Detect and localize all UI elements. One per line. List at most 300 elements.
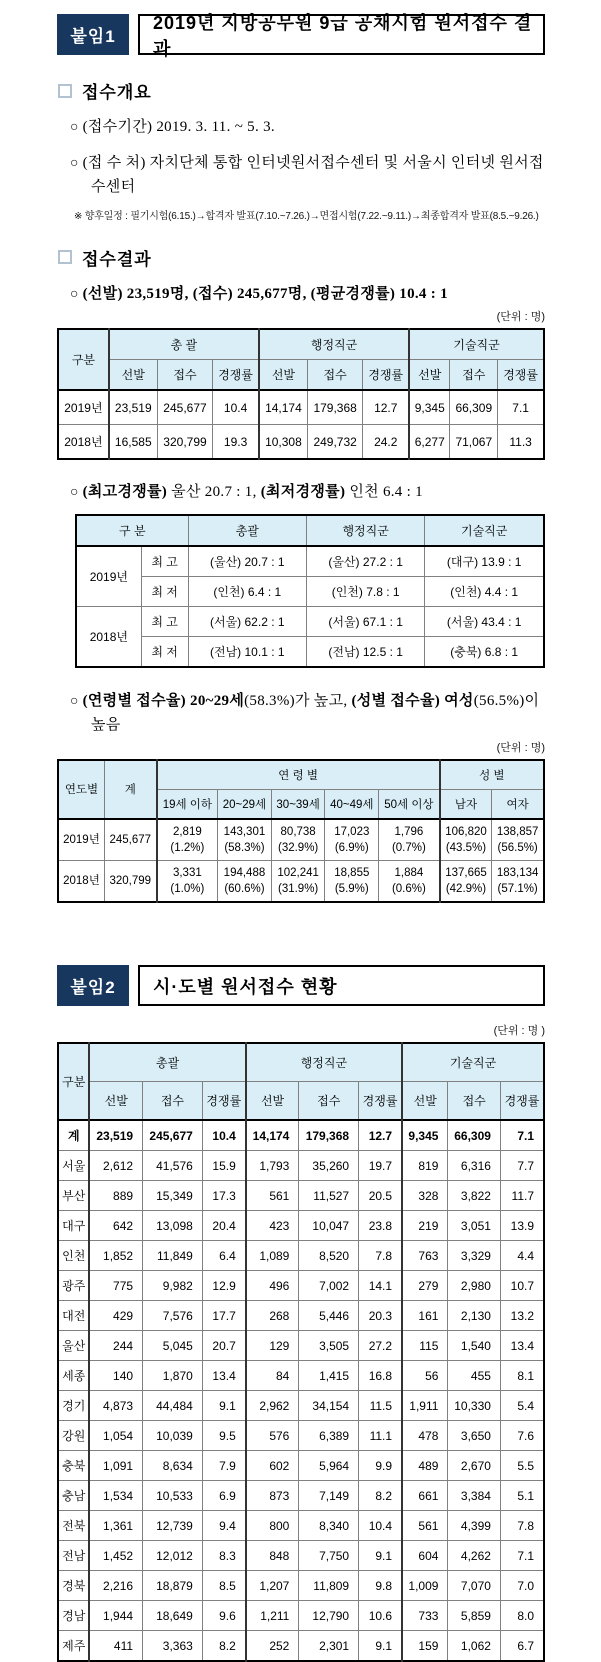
- table-cell: 34,154: [299, 1391, 359, 1421]
- table-cell: 6,316: [448, 1151, 501, 1181]
- table-cell: 울산: [58, 1331, 89, 1361]
- table-header-cell: 총 괄: [109, 329, 259, 360]
- table-header-cell: 기술직군: [425, 515, 544, 546]
- table-header-cell: 기술직군: [402, 1043, 544, 1082]
- table-cell: 3,650: [448, 1421, 501, 1451]
- cell-line: 3,331: [172, 866, 202, 879]
- circle-bullet-icon: ○: [70, 485, 83, 500]
- table-cell: 9.8: [359, 1571, 402, 1601]
- table-cell: 9.1: [359, 1631, 402, 1662]
- table-header-row: [58, 1082, 544, 1121]
- table-header-cell: 총괄: [89, 1043, 245, 1082]
- square-bullet-icon: [58, 84, 72, 98]
- overview-heading: [58, 78, 545, 103]
- text-segment: (최고경쟁률): [82, 484, 168, 500]
- cell-line: 2,819: [172, 825, 202, 838]
- max-min-rate-table: [75, 514, 545, 668]
- table-cell: 320,799: [104, 860, 156, 902]
- table-cell: 18,879: [143, 1571, 203, 1601]
- table-cell: 8.0: [500, 1601, 544, 1631]
- overview-bullet-period: [70, 116, 545, 139]
- table-row: [58, 1331, 544, 1361]
- table-cell: 2,216: [89, 1571, 142, 1601]
- table-cell: [492, 860, 544, 902]
- table-cell: 최 저: [141, 637, 188, 668]
- cell-line: (32.9%): [277, 841, 319, 854]
- table-cell: 4,262: [448, 1541, 501, 1571]
- table-cell: 1,534: [89, 1481, 142, 1511]
- table-cell: 12.7: [363, 390, 409, 425]
- table-cell: 159: [402, 1631, 448, 1662]
- table-cell: 4,399: [448, 1511, 501, 1541]
- table-cell: 14.1: [359, 1271, 402, 1301]
- table-cell: (전남) 12.5 : 1: [306, 637, 424, 668]
- table-cell: [440, 819, 492, 861]
- table-cell: 604: [402, 1541, 448, 1571]
- table-cell: 10.6: [359, 1601, 402, 1631]
- table-row: [58, 1571, 544, 1601]
- table-cell: 2018년: [58, 425, 109, 460]
- table-cell: 강원: [58, 1421, 89, 1451]
- table-cell: [157, 860, 218, 902]
- table-row: [76, 607, 544, 637]
- table-cell: 561: [246, 1181, 299, 1211]
- table-cell: 1,091: [89, 1451, 142, 1481]
- table-cell: 249,732: [307, 425, 363, 460]
- table-cell: 9.4: [202, 1511, 245, 1541]
- table-header-cell: 30~39세: [271, 789, 325, 819]
- table-cell: 11.5: [359, 1391, 402, 1421]
- table-cell: 5.4: [500, 1391, 544, 1421]
- table-cell: (인천) 6.4 : 1: [188, 577, 306, 607]
- cell-line: (1.0%): [170, 883, 205, 896]
- table-cell: 12,739: [143, 1511, 203, 1541]
- results-summary-bullet: [70, 283, 545, 306]
- table-header-cell: 선발: [109, 360, 157, 391]
- attachment1-section: [57, 14, 545, 903]
- text-segment: (선발) 23,519명, (접수) 245,677명, (평균경쟁률) 10.4 : 1: [82, 285, 448, 302]
- cell-line: (0.7%): [391, 841, 426, 854]
- table-cell: 경남: [58, 1601, 89, 1631]
- table-cell: 부산: [58, 1181, 89, 1211]
- table-cell: 11,809: [299, 1571, 359, 1601]
- cell-line: (0.6%): [391, 883, 426, 896]
- unit-label: (단위 : 명): [496, 311, 545, 323]
- circle-bullet-icon: ○: [70, 694, 83, 710]
- circle-bullet-icon: ○: [70, 156, 83, 172]
- table-cell: 7.0: [500, 1571, 544, 1601]
- table-cell: 2,301: [299, 1631, 359, 1662]
- table-row: [58, 1361, 544, 1391]
- cell-line: 106,820: [445, 825, 487, 838]
- table-cell: 8.1: [500, 1361, 544, 1391]
- table-cell: 7.1: [498, 390, 544, 425]
- table-cell: 2019년: [58, 819, 104, 861]
- table-cell: 27.2: [359, 1331, 402, 1361]
- table-cell: (울산) 20.7 : 1: [188, 546, 306, 577]
- text-segment: (58.3%)가 높고,: [244, 693, 352, 710]
- table-cell: [271, 860, 325, 902]
- table-row: [76, 546, 544, 577]
- age-gender-bullet: [70, 690, 545, 737]
- table-cell: 9,982: [143, 1271, 203, 1301]
- table-cell: [379, 819, 440, 861]
- unit-label: (단위 : 명): [496, 741, 545, 754]
- table-cell: 84: [246, 1361, 299, 1391]
- table-header-row: [58, 760, 544, 790]
- table-cell: 10,039: [143, 1421, 203, 1451]
- table-header-cell: 40~49세: [325, 789, 379, 819]
- cell-line: 102,241: [277, 866, 319, 879]
- table-cell: 129: [246, 1331, 299, 1361]
- table-cell: 10.4: [213, 390, 259, 425]
- table-cell: 8.2: [202, 1631, 245, 1662]
- table-cell: 7,576: [143, 1301, 203, 1331]
- table-cell: 경기: [58, 1391, 89, 1421]
- table-cell: 642: [89, 1211, 142, 1241]
- table-cell: 9.9: [359, 1451, 402, 1481]
- table-header-row: [58, 1043, 544, 1082]
- cell-line: (31.9%): [277, 883, 319, 896]
- table-cell: 서울: [58, 1151, 89, 1181]
- table-row: [58, 1211, 544, 1241]
- table-cell: 56: [402, 1361, 448, 1391]
- table-header-cell: 접수: [157, 360, 213, 391]
- table-cell: 245,677: [104, 819, 156, 861]
- attachment1-title: 2019년 지방공무원 9급 공채시험 원서접수 결과: [138, 14, 545, 55]
- table-row: [58, 1391, 544, 1421]
- table-cell: 2,962: [246, 1391, 299, 1421]
- text-segment: (접 수 처) 자치단체 통합 인터넷원서접수센터 및 서울시 인터넷 원서접수센터: [82, 155, 544, 195]
- table-cell: 1,452: [89, 1541, 142, 1571]
- table-cell: 2019년: [76, 546, 141, 607]
- table-cell: [325, 819, 379, 861]
- table-cell: 8,340: [299, 1511, 359, 1541]
- table-cell: 9.5: [202, 1421, 245, 1451]
- table-header-cell: 접수: [450, 360, 498, 391]
- table-header-cell: 경쟁률: [359, 1082, 402, 1121]
- schedule-footnote: ※ 향후일정 : 필기시험(6.15.)→합격자 발표(7.10.~7.26.)→면접시험(7.22.~9.11.)→최종합격자 발표(8.5.~9.26.): [74, 210, 539, 222]
- table-header-cell: 경쟁률: [500, 1082, 544, 1121]
- table-header-cell: 여자: [492, 789, 544, 819]
- table-header-cell: 구 분: [76, 515, 188, 546]
- table-cell: 23.8: [359, 1211, 402, 1241]
- table-cell: 6.4: [202, 1241, 245, 1271]
- table-cell: 8.2: [359, 1481, 402, 1511]
- table-cell: 7.8: [359, 1241, 402, 1271]
- table-cell: 268: [246, 1301, 299, 1331]
- table-cell: 7,750: [299, 1541, 359, 1571]
- results-heading: [58, 245, 545, 270]
- table-cell: 19.3: [213, 425, 259, 460]
- table-cell: 602: [246, 1451, 299, 1481]
- cell-line: (1.2%): [170, 841, 205, 854]
- table-cell: 5.1: [500, 1481, 544, 1511]
- table-cell: 13.9: [500, 1211, 544, 1241]
- table-cell: 800: [246, 1511, 299, 1541]
- table-header-cell: 행정직군: [259, 329, 409, 360]
- table-header-cell: 경쟁률: [213, 360, 259, 391]
- unit-label: (단위 : 명 ): [493, 1025, 545, 1038]
- table-cell: 41,576: [143, 1151, 203, 1181]
- table-cell: 1,852: [89, 1241, 142, 1271]
- table-cell: [492, 819, 544, 861]
- table-header-cell: 행정직군: [246, 1043, 402, 1082]
- table-cell: 전남: [58, 1541, 89, 1571]
- table-cell: [218, 819, 272, 861]
- table-row: [58, 1151, 544, 1181]
- table-cell: 대구: [58, 1211, 89, 1241]
- table-cell: (충북) 6.8 : 1: [425, 637, 544, 668]
- table-cell: 496: [246, 1271, 299, 1301]
- table-cell: 661: [402, 1481, 448, 1511]
- table-cell: 10,308: [259, 425, 307, 460]
- text-segment: 여성: [444, 693, 474, 710]
- table-cell: 6.7: [500, 1631, 544, 1662]
- table-cell: (서울) 43.4 : 1: [425, 607, 544, 637]
- table-cell: 11.7: [500, 1181, 544, 1211]
- table-row: [76, 637, 544, 668]
- table-cell: 11,527: [299, 1181, 359, 1211]
- table-cell: 66,309: [450, 390, 498, 425]
- table-cell: 제주: [58, 1631, 89, 1662]
- table-cell: 7,070: [448, 1571, 501, 1601]
- table-cell: 23,519: [109, 390, 157, 425]
- table-cell: 2,130: [448, 1301, 501, 1331]
- table-header-cell: 총괄: [188, 515, 306, 546]
- table-cell: 10.4: [202, 1120, 245, 1151]
- table-row: [58, 860, 544, 902]
- table-header-cell: 행정직군: [306, 515, 424, 546]
- overall-results-table: [57, 328, 545, 460]
- table-cell: 20.5: [359, 1181, 402, 1211]
- text-segment: (최저경쟁률): [260, 484, 346, 500]
- table-cell: 충북: [58, 1451, 89, 1481]
- table-cell: 6,389: [299, 1421, 359, 1451]
- table-cell: (대구) 13.9 : 1: [425, 546, 544, 577]
- table-cell: 15.9: [202, 1151, 245, 1181]
- table-header-cell: 경쟁률: [498, 360, 544, 391]
- table-cell: [325, 860, 379, 902]
- attachment2-section: [57, 965, 545, 1662]
- overview-heading-label: 접수개요: [82, 83, 152, 102]
- table-cell: [271, 819, 325, 861]
- table-cell: 429: [89, 1301, 142, 1331]
- table-cell: 13.4: [500, 1331, 544, 1361]
- table-cell: 18,649: [143, 1601, 203, 1631]
- cell-line: (56.5%): [497, 841, 538, 854]
- table-row: [58, 1541, 544, 1571]
- table-cell: 179,368: [299, 1120, 359, 1151]
- table-cell: 4,873: [89, 1391, 142, 1421]
- table-cell: 최 고: [141, 546, 188, 577]
- cell-line: 17,023: [334, 825, 370, 838]
- table-cell: (서울) 67.1 : 1: [306, 607, 424, 637]
- table-header-cell: 성 별: [440, 760, 544, 790]
- table-cell: 7.7: [500, 1151, 544, 1181]
- table-cell: 423: [246, 1211, 299, 1241]
- table-cell: 11.3: [498, 425, 544, 460]
- table-cell: 320,799: [157, 425, 213, 460]
- table-header-cell: 경쟁률: [363, 360, 409, 391]
- attachment2-title: 시·도별 원서접수 현황: [138, 965, 545, 1006]
- table-cell: 252: [246, 1631, 299, 1662]
- table-row: [58, 1451, 544, 1481]
- table-cell: 20.3: [359, 1301, 402, 1331]
- table-header-cell: 선발: [259, 360, 307, 391]
- table-cell: (인천) 4.4 : 1: [425, 577, 544, 607]
- cell-line: 143,301: [223, 825, 266, 838]
- table-cell: 6,277: [409, 425, 450, 460]
- table-cell: 3,329: [448, 1241, 501, 1271]
- table-cell: 10.4: [359, 1511, 402, 1541]
- table-cell: 10,047: [299, 1211, 359, 1241]
- table-cell: 6.9: [202, 1481, 245, 1511]
- table-cell: (인천) 7.8 : 1: [306, 577, 424, 607]
- table-cell: 4.4: [500, 1241, 544, 1271]
- text-segment: (연령별 접수율): [82, 693, 186, 710]
- table-cell: 5,446: [299, 1301, 359, 1331]
- table-row: [58, 1241, 544, 1271]
- table-cell: 10.7: [500, 1271, 544, 1301]
- table-cell: 411: [89, 1631, 142, 1662]
- table-cell: 44,484: [143, 1391, 203, 1421]
- table-cell: 7.1: [500, 1120, 544, 1151]
- table-header-cell: 연도별: [58, 760, 104, 819]
- table-cell: 7,149: [299, 1481, 359, 1511]
- table-cell: 3,505: [299, 1331, 359, 1361]
- table-cell: 1,415: [299, 1361, 359, 1391]
- table-row: [58, 1601, 544, 1631]
- table-cell: 8.3: [202, 1541, 245, 1571]
- table-cell: 1,540: [448, 1331, 501, 1361]
- table-cell: 1,870: [143, 1361, 203, 1391]
- table-cell: 16.8: [359, 1361, 402, 1391]
- results-heading-label: 접수결과: [82, 249, 152, 269]
- attachment1-badge: 붙임1: [57, 14, 129, 55]
- table-cell: 15,349: [143, 1181, 203, 1211]
- table-header-cell: 50세 이상: [379, 789, 440, 819]
- table-cell: 279: [402, 1271, 448, 1301]
- table-row: [58, 1631, 544, 1662]
- table-row: [58, 1301, 544, 1331]
- text-segment: 울산 20.7 : 1,: [167, 484, 261, 500]
- table-cell: 23,519: [89, 1120, 142, 1151]
- table-header-cell: 남자: [440, 789, 492, 819]
- table-cell: 7.9: [202, 1451, 245, 1481]
- table-row: [58, 1271, 544, 1301]
- cell-line: 1,884: [394, 866, 424, 879]
- text-segment: (성별 접수율): [351, 693, 441, 710]
- age-gender-table: [57, 759, 545, 903]
- cell-line: 183,134: [496, 866, 539, 879]
- table-cell: 8,634: [143, 1451, 203, 1481]
- table-cell: 5,859: [448, 1601, 501, 1631]
- table-cell: 전북: [58, 1511, 89, 1541]
- table-cell: 9,345: [409, 390, 450, 425]
- table-header-cell: 접수: [448, 1082, 501, 1121]
- table-cell: 17.7: [202, 1301, 245, 1331]
- table-cell: 8,520: [299, 1241, 359, 1271]
- table-cell: [218, 860, 272, 902]
- table-row: [58, 1181, 544, 1211]
- table-row: [58, 1511, 544, 1541]
- table-cell: 광주: [58, 1271, 89, 1301]
- table-cell: 35,260: [299, 1151, 359, 1181]
- table-cell: 12.9: [202, 1271, 245, 1301]
- table-cell: 20.7: [202, 1331, 245, 1361]
- table-cell: 12,790: [299, 1601, 359, 1631]
- table-cell: 계: [58, 1120, 89, 1151]
- table-row: [58, 1120, 544, 1151]
- text-segment: (접수기간) 2019. 3. 11. ~ 5. 3.: [82, 119, 275, 135]
- table-cell: 2,670: [448, 1451, 501, 1481]
- table-cell: 7,002: [299, 1271, 359, 1301]
- table-cell: 12.7: [359, 1120, 402, 1151]
- table-cell: 8.5: [202, 1571, 245, 1601]
- table-cell: (울산) 27.2 : 1: [306, 546, 424, 577]
- table-header-cell: 구분: [58, 329, 109, 390]
- table-cell: 219: [402, 1211, 448, 1241]
- table-cell: 충남: [58, 1481, 89, 1511]
- cell-line: 138,857: [496, 825, 539, 838]
- overview-bullet-place: [70, 152, 545, 199]
- table-cell: 245,677: [157, 390, 213, 425]
- table-header-row: [58, 360, 544, 391]
- table-cell: 19.7: [359, 1151, 402, 1181]
- table-cell: 1,054: [89, 1421, 142, 1451]
- table-header-cell: 구분: [58, 1043, 89, 1120]
- table-cell: 1,009: [402, 1571, 448, 1601]
- table-cell: 2,980: [448, 1271, 501, 1301]
- table-cell: (전남) 10.1 : 1: [188, 637, 306, 668]
- table-cell: 14,174: [259, 390, 307, 425]
- table-cell: 11,849: [143, 1241, 203, 1271]
- table-header-cell: 선발: [89, 1082, 142, 1121]
- table-cell: 819: [402, 1151, 448, 1181]
- table-cell: 최 고: [141, 607, 188, 637]
- table-row: [58, 1481, 544, 1511]
- table-cell: [379, 860, 440, 902]
- text-segment: 인천 6.4 : 1: [345, 484, 423, 500]
- table-cell: 13.4: [202, 1361, 245, 1391]
- cell-line: 80,738: [280, 825, 316, 838]
- table-row: [58, 425, 544, 460]
- table-cell: 1,361: [89, 1511, 142, 1541]
- table-row: [58, 390, 544, 425]
- table-header-cell: 계: [104, 760, 156, 819]
- table-header-cell: 경쟁률: [202, 1082, 245, 1121]
- table-cell: 561: [402, 1511, 448, 1541]
- circle-bullet-icon: ○: [70, 286, 83, 302]
- table-header-cell: 선발: [409, 360, 450, 391]
- table-cell: 244: [89, 1331, 142, 1361]
- table-cell: 7.8: [500, 1511, 544, 1541]
- table-cell: 20.4: [202, 1211, 245, 1241]
- table-cell: 9.1: [359, 1541, 402, 1571]
- cell-line: 194,488: [223, 866, 266, 879]
- attachment1-header: [57, 12, 545, 59]
- table-cell: 161: [402, 1301, 448, 1331]
- table-cell: 1,793: [246, 1151, 299, 1181]
- attachment2-header: [57, 965, 545, 1006]
- table-cell: 775: [89, 1271, 142, 1301]
- table-cell: 7.6: [500, 1421, 544, 1451]
- table-cell: 455: [448, 1361, 501, 1391]
- table-cell: 576: [246, 1421, 299, 1451]
- table-header-row: [58, 329, 544, 360]
- table-header-cell: 기술직군: [409, 329, 544, 360]
